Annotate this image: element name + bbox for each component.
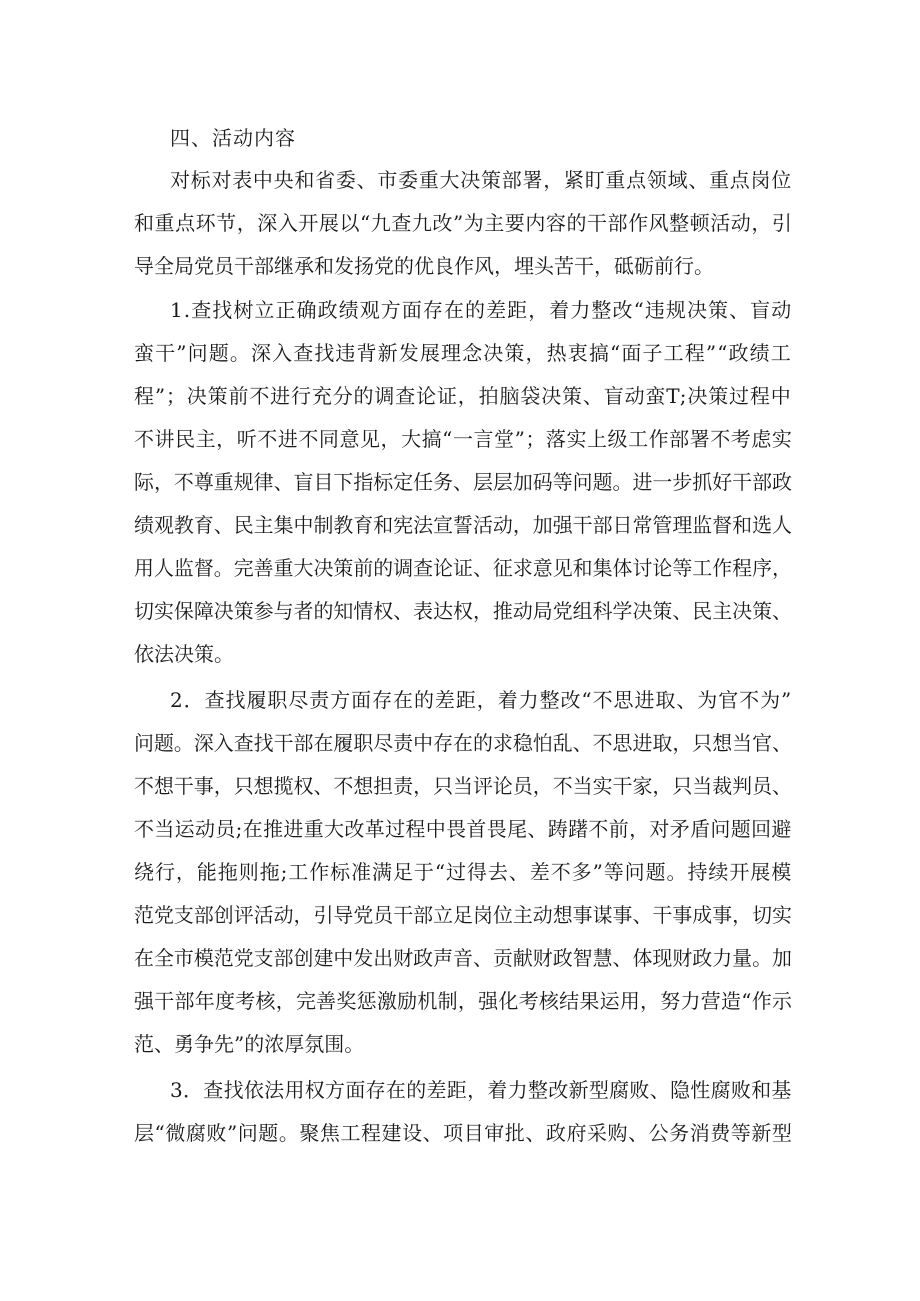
paragraph-2-line-2: 蛮干”问题。深入查找违背新发展理念决策，热衷搞“面子工程”“政绩工 <box>134 341 792 365</box>
paragraph-4-line-2: 层“微腐败”问题。聚焦工程建设、项目审批、政府采购、公务消费等新型 <box>134 1121 793 1145</box>
paragraph-3-line-2: 问题。深入查找干部在履职尽责中存在的求稳怕乱、不思进取，只想当官、 <box>134 731 792 755</box>
paragraph-3-line-6: 范党支部创评活动，引导党员干部立足岗位主动想事谋事、干事成事，切实 <box>134 903 792 927</box>
paragraph-3-line-9: 范、勇争先”的浓厚氛围。 <box>134 1032 365 1056</box>
paragraph-3-line-7: 在全市模范党支部创建中发出财政声音、贡献财政智慧、体现财政力量。加 <box>134 946 792 970</box>
paragraph-1-line-2: 和重点环节，深入开展以“九查九改”为主要内容的干部作风整顿活动，引 <box>134 211 793 235</box>
paragraph-2-line-3: 程”；决策前不进行充分的调查论证，拍脑袋决策、盲动蛮T;决策过程中 <box>134 384 792 408</box>
paragraph-3-line-8: 强干部年度考核，完善奖惩激励机制，强化考核结果运用，努力营造“作示 <box>134 989 793 1013</box>
paragraph-2-line-4: 不讲民主，听不进不同意见，大搞“一言堂”；落实上级工作部署不考虑实 <box>134 427 793 451</box>
paragraph-3-line-3: 不想干事，只想揽权、不想担责，只当评论员，不当实干家，只当裁判员、 <box>134 774 792 798</box>
paragraph-2-line-9: 依法决策。 <box>134 642 234 666</box>
section-heading: 四、活动内容 <box>170 126 296 150</box>
paragraph-2-line-7: 用人监督。完善重大决策前的调查论证、征求意见和集体讨论等工作程序， <box>134 556 792 580</box>
paragraph-3-line-5: 绕行，能拖则拖;工作标准满足于“过得去、差不多”等问题。持续开展模 <box>134 860 793 884</box>
paragraph-4-line-1: 3．查找依法用权方面存在的差距，着力整改新型腐败、隐性腐败和基 <box>170 1078 792 1102</box>
paragraph-2-line-1: 1.查找树立正确政绩观方面存在的差距，着力整改“违规决策、盲动 <box>170 298 793 322</box>
paragraph-2-line-8: 切实保障决策参与者的知情权、表达权，推动局党组科学决策、民主决策、 <box>134 599 792 623</box>
paragraph-3-line-4: 不当运动员;在推进重大改革过程中畏首畏尾、踌躇不前，对矛盾问题回避 <box>134 817 792 841</box>
paragraph-3-line-1: 2．查找履职尽责方面存在的差距，着力整改“不思进取、为官不为” <box>170 688 793 712</box>
paragraph-2-line-6: 绩观教育、民主集中制教育和宪法宣誓活动，加强干部日常管理监督和选人 <box>134 513 792 537</box>
paragraph-1-line-3: 导全局党员干部继承和发扬党的优良作风，埋头苦干，砥砺前行。 <box>134 254 714 278</box>
paragraph-1-line-1: 对标对表中央和省委、市委重大决策部署，紧盯重点领域、重点岗位 <box>170 168 792 192</box>
paragraph-2-line-5: 际，不尊重规律、盲目下指标定任务、层层加码等问题。进一步抓好干部政 <box>134 470 792 494</box>
